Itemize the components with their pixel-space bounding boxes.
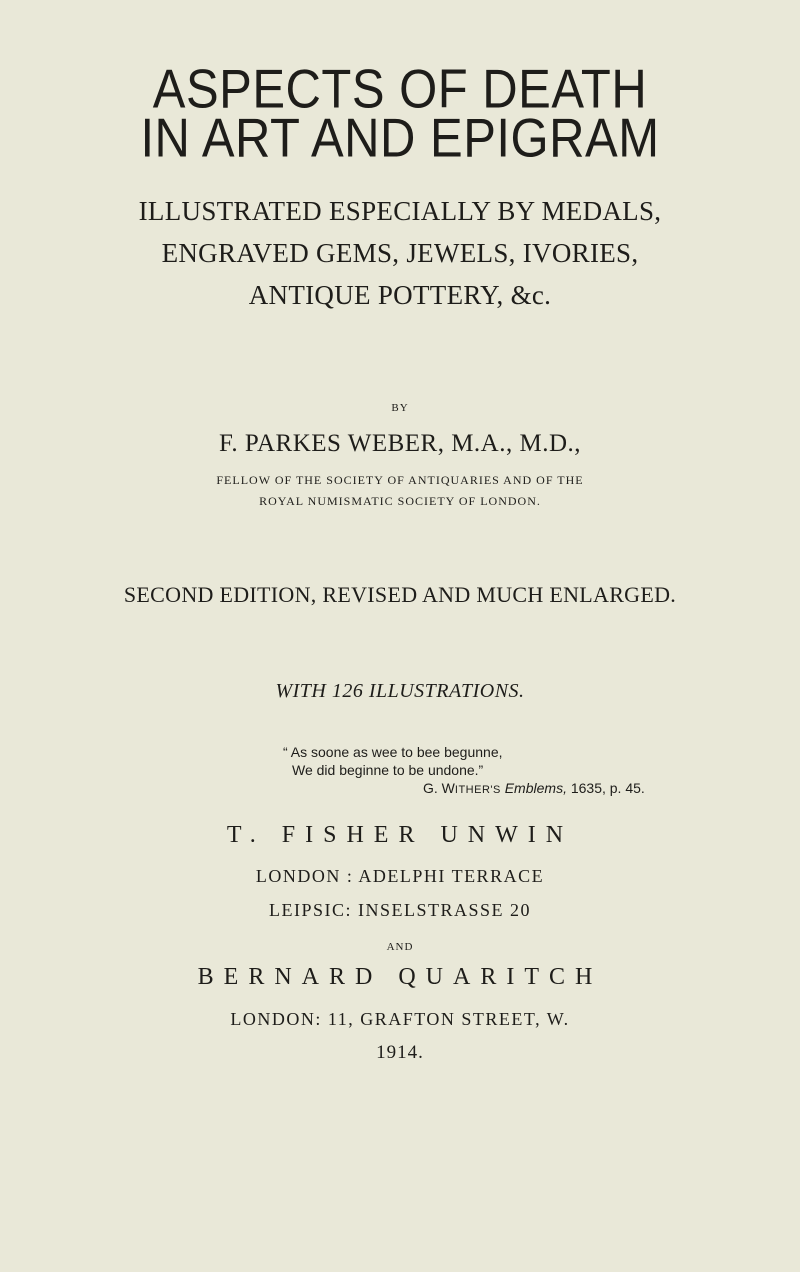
author-name: F. PARKES WEBER, M.A., M.D., <box>218 430 582 457</box>
publisher-2-name: BERNARD QUARITCH <box>197 964 603 990</box>
attribution-date-page: 1635, p. 45. <box>566 780 645 796</box>
attribution-author-initial: G. W <box>423 780 455 796</box>
book-title-line-2: IN ART AND EPIGRAM <box>140 108 660 169</box>
publisher-2-address: LONDON: 11, GRAFTON STREET, W. <box>230 1009 570 1029</box>
subtitle-line-1: ILLUSTRATED ESPECIALLY BY MEDALS, <box>138 196 662 226</box>
publisher-1-name: T. FISHER UNWIN <box>226 822 574 848</box>
publication-year: 1914. <box>376 1042 424 1063</box>
publisher-1-address-leipsic: LEIPSIC: INSELSTRASSE 20 <box>268 900 532 920</box>
edition-statement: SECOND EDITION, REVISED AND MUCH ENLARGED. <box>123 582 677 607</box>
book-title-line-1: ASPECTS OF DEATH <box>152 59 648 120</box>
author-affiliation-line-1: FELLOW OF THE SOCIETY OF ANTIQUARIES AND OF THE <box>216 473 584 487</box>
subtitle-line-2: ENGRAVED GEMS, JEWELS, IVORIES, <box>161 238 639 268</box>
subtitle-line-3: ANTIQUE POTTERY, &c. <box>248 280 552 310</box>
epigraph-line-1: “ As soone as wee to bee begunne, <box>283 744 503 760</box>
and-conjunction: AND <box>386 941 414 953</box>
by-label: BY <box>391 402 409 414</box>
publisher-1-address-london: LONDON : ADELPHI TERRACE <box>255 866 545 886</box>
attribution-work-title: Emblems, <box>504 780 567 796</box>
author-affiliation-line-2: ROYAL NUMISMATIC SOCIETY OF LONDON. <box>259 494 541 508</box>
epigraph-attribution <box>423 780 645 796</box>
illustrations-note: WITH 126 ILLUSTRATIONS. <box>275 680 525 702</box>
epigraph-line-2: We did beginne to be undone.” <box>292 762 484 778</box>
attribution-author-smallcaps: ITHER'S <box>454 784 501 796</box>
